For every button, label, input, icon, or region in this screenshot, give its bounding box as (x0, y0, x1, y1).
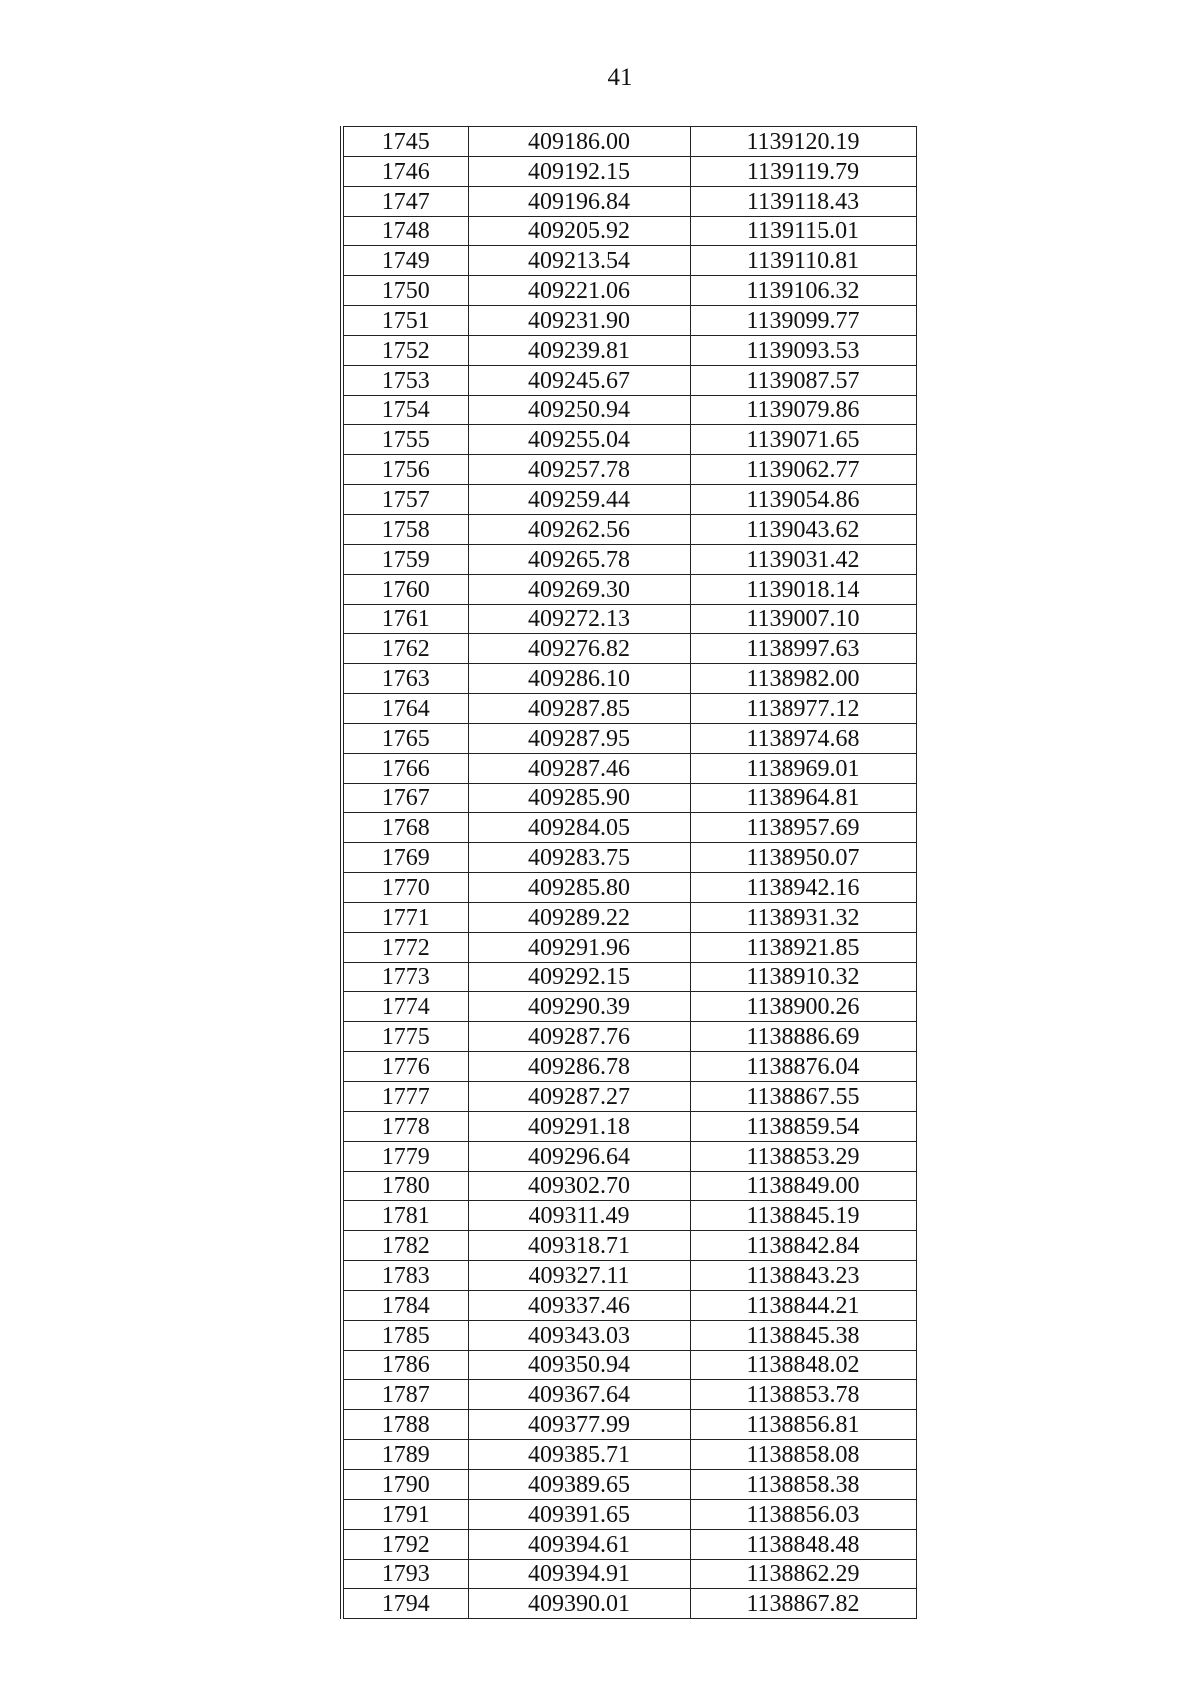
point-number-cell: 1759 (342, 544, 468, 574)
point-number-cell: 1768 (342, 813, 468, 843)
table-row (342, 902, 916, 932)
table-row (342, 1410, 916, 1440)
y-coordinate-cell: 1139099.77 (690, 306, 916, 336)
table-row (342, 485, 916, 515)
point-number-cell: 1771 (342, 902, 468, 932)
point-number-cell: 1794 (342, 1589, 468, 1619)
point-number-cell: 1751 (342, 306, 468, 336)
y-coordinate-cell: 1139054.86 (690, 485, 916, 515)
y-coordinate-cell: 1138867.82 (690, 1589, 916, 1619)
y-coordinate-cell: 1139062.77 (690, 455, 916, 485)
point-number-cell: 1793 (342, 1559, 468, 1589)
table-row (342, 1529, 916, 1559)
table-row (342, 723, 916, 753)
x-coordinate-cell: 409196.84 (468, 186, 690, 216)
y-coordinate-cell: 1138969.01 (690, 753, 916, 783)
point-number-cell: 1774 (342, 992, 468, 1022)
x-coordinate-cell: 409327.11 (468, 1261, 690, 1291)
point-number-cell: 1749 (342, 246, 468, 276)
y-coordinate-cell: 1139079.86 (690, 395, 916, 425)
point-number-cell: 1786 (342, 1350, 468, 1380)
point-number-cell: 1773 (342, 962, 468, 992)
y-coordinate-cell: 1139110.81 (690, 246, 916, 276)
x-coordinate-cell: 409262.56 (468, 514, 690, 544)
y-coordinate-cell: 1138942.16 (690, 873, 916, 903)
point-number-cell: 1788 (342, 1410, 468, 1440)
point-number-cell: 1783 (342, 1261, 468, 1291)
y-coordinate-cell: 1138848.48 (690, 1529, 916, 1559)
table-row (342, 455, 916, 485)
x-coordinate-cell: 409205.92 (468, 216, 690, 246)
y-coordinate-cell: 1138921.85 (690, 932, 916, 962)
y-coordinate-cell: 1139093.53 (690, 335, 916, 365)
table-row (342, 1380, 916, 1410)
coordinates-table-body (342, 127, 916, 1619)
x-coordinate-cell: 409245.67 (468, 365, 690, 395)
table-row (342, 813, 916, 843)
x-coordinate-cell: 409276.82 (468, 634, 690, 664)
y-coordinate-cell: 1139115.01 (690, 216, 916, 246)
point-number-cell: 1776 (342, 1052, 468, 1082)
y-coordinate-cell: 1139120.19 (690, 127, 916, 157)
table-row (342, 992, 916, 1022)
x-coordinate-cell: 409287.76 (468, 1022, 690, 1052)
x-coordinate-cell: 409286.10 (468, 664, 690, 694)
point-number-cell: 1765 (342, 723, 468, 753)
table-row (342, 1559, 916, 1589)
y-coordinate-cell: 1138843.23 (690, 1261, 916, 1291)
table-row (342, 1261, 916, 1291)
x-coordinate-cell: 409389.65 (468, 1469, 690, 1499)
y-coordinate-cell: 1138977.12 (690, 694, 916, 724)
y-coordinate-cell: 1138845.19 (690, 1201, 916, 1231)
point-number-cell: 1792 (342, 1529, 468, 1559)
point-number-cell: 1777 (342, 1082, 468, 1112)
table-row (342, 1290, 916, 1320)
y-coordinate-cell: 1138910.32 (690, 962, 916, 992)
y-coordinate-cell: 1138931.32 (690, 902, 916, 932)
table-row (342, 216, 916, 246)
point-number-cell: 1756 (342, 455, 468, 485)
x-coordinate-cell: 409192.15 (468, 156, 690, 186)
table-row (342, 1201, 916, 1231)
x-coordinate-cell: 409343.03 (468, 1320, 690, 1350)
y-coordinate-cell: 1138848.02 (690, 1350, 916, 1380)
table-row (342, 634, 916, 664)
y-coordinate-cell: 1138858.38 (690, 1469, 916, 1499)
table-row (342, 962, 916, 992)
point-number-cell: 1748 (342, 216, 468, 246)
y-coordinate-cell: 1139119.79 (690, 156, 916, 186)
x-coordinate-cell: 409213.54 (468, 246, 690, 276)
x-coordinate-cell: 409259.44 (468, 485, 690, 515)
x-coordinate-cell: 409394.91 (468, 1559, 690, 1589)
point-number-cell: 1752 (342, 335, 468, 365)
y-coordinate-cell: 1138876.04 (690, 1052, 916, 1082)
table-row (342, 127, 916, 157)
table-row (342, 574, 916, 604)
table-row (342, 335, 916, 365)
x-coordinate-cell: 409287.27 (468, 1082, 690, 1112)
table-row (342, 1171, 916, 1201)
table-row (342, 1052, 916, 1082)
table-row (342, 1231, 916, 1261)
point-number-cell: 1762 (342, 634, 468, 664)
y-coordinate-cell: 1138858.08 (690, 1440, 916, 1470)
y-coordinate-cell: 1138964.81 (690, 783, 916, 813)
table-row (342, 604, 916, 634)
table-row (342, 276, 916, 306)
point-number-cell: 1780 (342, 1171, 468, 1201)
x-coordinate-cell: 409221.06 (468, 276, 690, 306)
x-coordinate-cell: 409291.96 (468, 932, 690, 962)
x-coordinate-cell: 409265.78 (468, 544, 690, 574)
x-coordinate-cell: 409239.81 (468, 335, 690, 365)
point-number-cell: 1758 (342, 514, 468, 544)
point-number-cell: 1775 (342, 1022, 468, 1052)
x-coordinate-cell: 409272.13 (468, 604, 690, 634)
y-coordinate-cell: 1139106.32 (690, 276, 916, 306)
x-coordinate-cell: 409337.46 (468, 1290, 690, 1320)
table-row (342, 1499, 916, 1529)
y-coordinate-cell: 1139071.65 (690, 425, 916, 455)
table-row (342, 514, 916, 544)
x-coordinate-cell: 409285.90 (468, 783, 690, 813)
y-coordinate-cell: 1138842.84 (690, 1231, 916, 1261)
x-coordinate-cell: 409286.78 (468, 1052, 690, 1082)
y-coordinate-cell: 1138950.07 (690, 843, 916, 873)
table-row (342, 1082, 916, 1112)
point-number-cell: 1785 (342, 1320, 468, 1350)
table-row (342, 186, 916, 216)
table-row (342, 1320, 916, 1350)
point-number-cell: 1784 (342, 1290, 468, 1320)
y-coordinate-cell: 1139007.10 (690, 604, 916, 634)
table-row (342, 395, 916, 425)
point-number-cell: 1772 (342, 932, 468, 962)
coordinates-table (340, 126, 917, 1619)
x-coordinate-cell: 409186.00 (468, 127, 690, 157)
table-row (342, 664, 916, 694)
x-coordinate-cell: 409367.64 (468, 1380, 690, 1410)
x-coordinate-cell: 409311.49 (468, 1201, 690, 1231)
table-row (342, 694, 916, 724)
table-row (342, 1111, 916, 1141)
y-coordinate-cell: 1138856.81 (690, 1410, 916, 1440)
point-number-cell: 1766 (342, 753, 468, 783)
point-number-cell: 1757 (342, 485, 468, 515)
x-coordinate-cell: 409289.22 (468, 902, 690, 932)
x-coordinate-cell: 409391.65 (468, 1499, 690, 1529)
point-number-cell: 1746 (342, 156, 468, 186)
table-row (342, 1350, 916, 1380)
x-coordinate-cell: 409290.39 (468, 992, 690, 1022)
table-row (342, 783, 916, 813)
y-coordinate-cell: 1138853.78 (690, 1380, 916, 1410)
x-coordinate-cell: 409302.70 (468, 1171, 690, 1201)
y-coordinate-cell: 1139118.43 (690, 186, 916, 216)
table-row (342, 306, 916, 336)
point-number-cell: 1791 (342, 1499, 468, 1529)
y-coordinate-cell: 1138849.00 (690, 1171, 916, 1201)
x-coordinate-cell: 409287.85 (468, 694, 690, 724)
point-number-cell: 1787 (342, 1380, 468, 1410)
y-coordinate-cell: 1138844.21 (690, 1290, 916, 1320)
point-number-cell: 1778 (342, 1111, 468, 1141)
point-number-cell: 1781 (342, 1201, 468, 1231)
y-coordinate-cell: 1138845.38 (690, 1320, 916, 1350)
table-row (342, 873, 916, 903)
x-coordinate-cell: 409292.15 (468, 962, 690, 992)
point-number-cell: 1761 (342, 604, 468, 634)
x-coordinate-cell: 409296.64 (468, 1141, 690, 1171)
y-coordinate-cell: 1138957.69 (690, 813, 916, 843)
table-row (342, 1440, 916, 1470)
point-number-cell: 1790 (342, 1469, 468, 1499)
point-number-cell: 1763 (342, 664, 468, 694)
table-row (342, 1141, 916, 1171)
x-coordinate-cell: 409269.30 (468, 574, 690, 604)
x-coordinate-cell: 409287.46 (468, 753, 690, 783)
point-number-cell: 1750 (342, 276, 468, 306)
y-coordinate-cell: 1138974.68 (690, 723, 916, 753)
point-number-cell: 1754 (342, 395, 468, 425)
point-number-cell: 1767 (342, 783, 468, 813)
table-row (342, 156, 916, 186)
table-row (342, 365, 916, 395)
point-number-cell: 1753 (342, 365, 468, 395)
x-coordinate-cell: 409291.18 (468, 1111, 690, 1141)
point-number-cell: 1760 (342, 574, 468, 604)
y-coordinate-cell: 1139031.42 (690, 544, 916, 574)
x-coordinate-cell: 409394.61 (468, 1529, 690, 1559)
point-number-cell: 1769 (342, 843, 468, 873)
y-coordinate-cell: 1139087.57 (690, 365, 916, 395)
table-row (342, 932, 916, 962)
x-coordinate-cell: 409318.71 (468, 1231, 690, 1261)
x-coordinate-cell: 409390.01 (468, 1589, 690, 1619)
point-number-cell: 1789 (342, 1440, 468, 1470)
x-coordinate-cell: 409257.78 (468, 455, 690, 485)
table-row (342, 544, 916, 574)
y-coordinate-cell: 1138900.26 (690, 992, 916, 1022)
point-number-cell: 1779 (342, 1141, 468, 1171)
y-coordinate-cell: 1139018.14 (690, 574, 916, 604)
table-row (342, 1469, 916, 1499)
y-coordinate-cell: 1138997.63 (690, 634, 916, 664)
table-row (342, 1589, 916, 1619)
x-coordinate-cell: 409287.95 (468, 723, 690, 753)
point-number-cell: 1755 (342, 425, 468, 455)
x-coordinate-cell: 409283.75 (468, 843, 690, 873)
x-coordinate-cell: 409377.99 (468, 1410, 690, 1440)
y-coordinate-cell: 1139043.62 (690, 514, 916, 544)
x-coordinate-cell: 409385.71 (468, 1440, 690, 1470)
table-row (342, 246, 916, 276)
x-coordinate-cell: 409285.80 (468, 873, 690, 903)
y-coordinate-cell: 1138886.69 (690, 1022, 916, 1052)
y-coordinate-cell: 1138982.00 (690, 664, 916, 694)
table-row (342, 425, 916, 455)
x-coordinate-cell: 409350.94 (468, 1350, 690, 1380)
y-coordinate-cell: 1138859.54 (690, 1111, 916, 1141)
x-coordinate-cell: 409231.90 (468, 306, 690, 336)
x-coordinate-cell: 409255.04 (468, 425, 690, 455)
y-coordinate-cell: 1138856.03 (690, 1499, 916, 1529)
table-row (342, 843, 916, 873)
point-number-cell: 1770 (342, 873, 468, 903)
x-coordinate-cell: 409284.05 (468, 813, 690, 843)
y-coordinate-cell: 1138862.29 (690, 1559, 916, 1589)
point-number-cell: 1745 (342, 127, 468, 157)
y-coordinate-cell: 1138867.55 (690, 1082, 916, 1112)
y-coordinate-cell: 1138853.29 (690, 1141, 916, 1171)
point-number-cell: 1747 (342, 186, 468, 216)
table-row (342, 1022, 916, 1052)
point-number-cell: 1782 (342, 1231, 468, 1261)
page-number: 41 (607, 64, 633, 91)
table-row (342, 753, 916, 783)
point-number-cell: 1764 (342, 694, 468, 724)
x-coordinate-cell: 409250.94 (468, 395, 690, 425)
